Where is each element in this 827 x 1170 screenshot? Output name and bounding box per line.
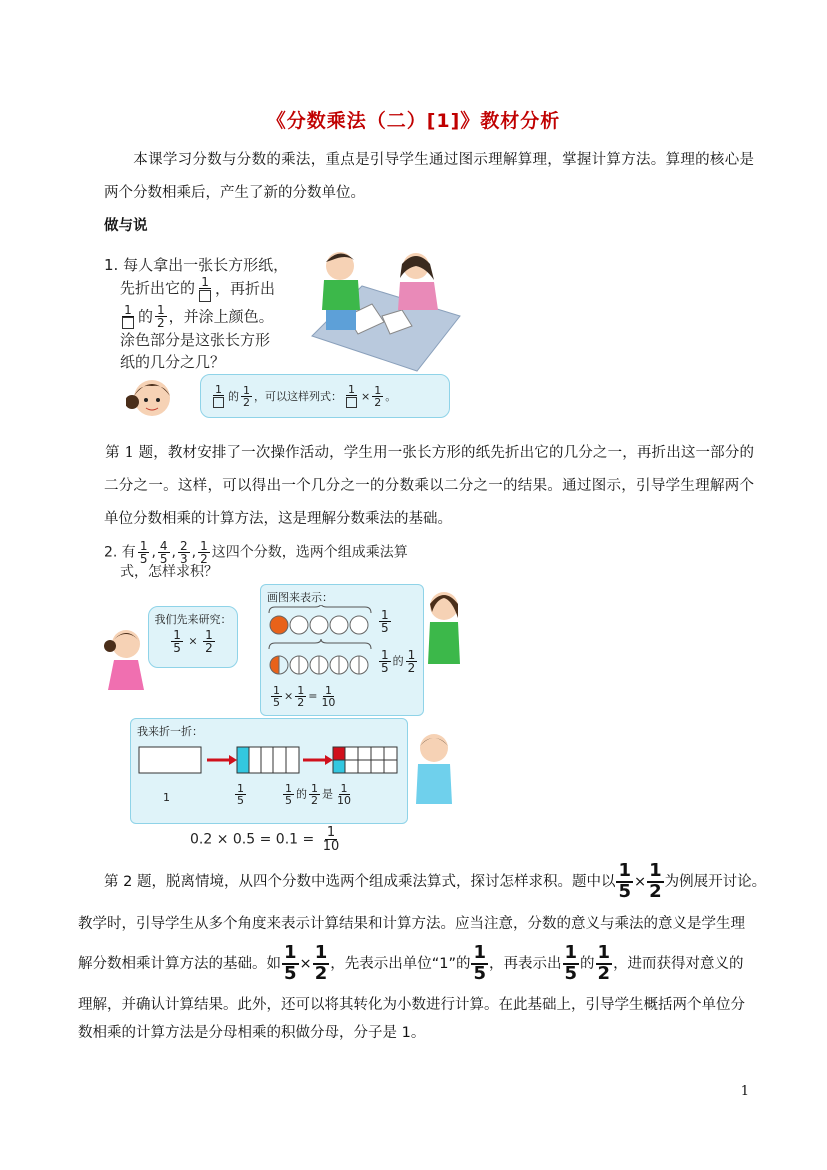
p3-f3d: 5 [284,962,297,984]
p3-f1d: 5 [618,880,631,902]
q2-f3-den: 3 [180,552,188,566]
girl-character-icon [104,626,150,690]
p3-times2: × [299,955,312,972]
dp-n2: 1 [381,648,389,662]
b1-d3: 2 [374,395,382,409]
p3-f5n: 1 [473,942,486,963]
fl-d4: 10 [337,794,351,807]
intro-text: 本课学习分数与分数的乘法，重点是引导学生通过图示理解算理，掌握计算方法。算理的核心是两个分数相乘后，产生了新的分数单位。 [104,152,754,201]
q2-f4-den: 2 [200,552,208,566]
p3-f4d: 2 [314,962,328,984]
fl-shi: 是 [322,787,333,801]
fold-rectangles-diagram [137,743,403,779]
para3-line5: 数相乘的计算方法是分母相乘的积做分母，分子是 1。 [78,1025,426,1041]
subheading: 做与说 [104,218,148,234]
gb-d1: 5 [173,641,181,655]
dp-d2: 5 [381,661,389,675]
p3-f3n: 1 [284,942,297,963]
q1-line2a: 先折出它的 [120,279,196,298]
q2-suffix: 这四个分数，选两个组成乘法算 [211,544,408,561]
q2-f4-num: 1 [200,539,208,553]
blank-box-icon [346,397,357,408]
b1-de: 的 [228,390,239,403]
q1-half-den: 2 [157,315,165,330]
p3-f7n: 1 [597,942,611,963]
dp-d1: 5 [381,621,389,635]
p3-l1a: 第 2 题，脱离情境，从四个分数中选两个组成乘法算式，探讨怎样求积。题中以 [104,873,616,890]
dp-d4: 5 [273,696,280,709]
figure-2-question: 2. 有 $\frac{1}{5}$ , $\frac{4}{5}$ , $\frac{2}{3}$ , $\frac{1}{2}$ 这四个分数，选两个组成乘法算 式，怎样求积？ [104,540,460,581]
draw-diagram-panel: 画图来表示： $\frac{1}{5}$ $\frac{1}{5}$ 的 $\frac{1}{2}$ $\frac{1}{5}$ × $\frac{1}{2}$ = $\frac{1}{10}$ [260,584,424,716]
paragraph-2-text: 第 1 题，教材安排了一次操作活动，学生用一张长方形的纸先折出它的几分之一，再折出这一部分的二分之一。这样，可以得出一个几分之一的分数乘以二分之一的结果。通过图示，引导学生理解两个单位分数相乘的计算方法，这是理解分数乘法的基础。 [104,445,754,527]
gb-d2: 2 [205,641,213,655]
q2-f1-den: 5 [139,552,148,566]
speech-bubble-1: 1 的 $\frac{1}{2}$ ，可以这样列式： 1 × $\frac{1}{2}$ 。 [200,374,450,418]
gb-n2: 1 [205,628,213,642]
blank-box-icon [199,290,211,302]
para3-line3 [78,944,754,984]
b1-num: 1 [215,383,222,397]
p3-f4n: 1 [314,942,328,963]
p3-f6n: 1 [564,942,578,963]
q1-frac-num: 1 [201,275,209,289]
p3-f2d: 2 [649,880,662,902]
p3-f2n: 1 [649,860,662,881]
dp-n3: 1 [407,648,416,662]
blank-box-icon [213,397,224,408]
b1-text: ，可以这样列式： [254,390,342,403]
fold-label-one: 1 [163,791,170,804]
page-number: 1 [740,1084,749,1099]
para3-line2: 教学时，引导学生从多个角度来表示计算结果和计算方法。应当注意，分数的意义与乘法的意义是学生理 [78,916,745,932]
figure-1-question [104,254,304,373]
de-d: 10 [322,839,340,854]
dp-d6: 10 [321,696,336,709]
q1-de: 的 [138,306,154,325]
decimal-equation [190,826,343,853]
q2-f3-num: 2 [180,539,188,553]
dp-n6: 1 [324,684,332,697]
fl-de: 的 [296,787,307,801]
p3-f5d: 5 [473,962,486,984]
dp-d5: 2 [297,696,305,709]
b1-n3: 1 [374,383,382,397]
fold-diagram-panel [130,718,408,824]
p3-l3b: ，先表示出单位“1”的 [330,955,471,972]
p3-times1: × [633,873,647,890]
fl-d2: 5 [285,794,292,807]
para3-line1 [78,860,767,902]
decimal-eq-text: 0.2 × 0.5 = 0.1 = [190,831,315,848]
q2-f2-num: 4 [159,539,168,553]
fl-n4: 1 [340,782,348,795]
boy-character-icon [410,730,458,804]
b1-half-num: 1 [243,383,250,397]
circles-diagram [265,605,375,691]
q2-f1-num: 1 [139,539,148,553]
children-folding-paper-illustration [302,246,462,374]
dp-n1: 1 [381,608,389,622]
dp-n4: 1 [273,684,280,697]
girl-character-right-icon [422,588,460,668]
dp-n5: 1 [297,684,305,697]
fl-d1: 5 [237,794,244,807]
de-n: 1 [326,825,336,840]
intro-paragraph [104,144,754,210]
b1-half-den: 2 [243,395,250,409]
q1-line2b: ，再折出 [215,279,276,298]
fl-d3: 2 [311,794,318,807]
dp-d3: 2 [407,661,416,675]
dp-de: 的 [392,654,404,668]
girl-avatar-icon [126,374,182,422]
q1-line1: 1. 每人拿出一张长方形纸， [104,256,289,274]
girl-bubble-text: 我们先来研究： [154,613,232,626]
p3-f7d: 2 [597,962,611,984]
fold-title: 我来折一折： [137,725,203,738]
p3-l3a: 解分数相乘计算方法的基础。如 [78,955,281,972]
p3-l3d: 的 [580,955,595,972]
blank-box-icon [122,317,134,329]
q1-line4: 涂色部分是这张长方形 [120,331,271,349]
page-title: 《分数乘法（二）[1]》教材分析 [266,110,561,132]
q2-prefix: 2. 有 [104,544,136,561]
paragraph-2 [104,437,754,536]
q2-line2: 式，怎样求积？ [120,564,218,580]
gb-n1: 1 [173,628,181,642]
fl-n3: 1 [311,782,318,795]
fl-n2: 1 [285,782,292,795]
fl-n1: 1 [237,782,244,795]
p3-f1n: 1 [618,860,631,881]
figure-2 [104,540,460,858]
q1-frac2-num: 1 [124,302,132,317]
p3-l3e: ，进而获得对意义的 [613,955,744,972]
para3-line4: 理解，并确认计算结果。此外，还可以将其转化为小数进行计算。在此基础上，引导学生概括两个单位分 [78,997,745,1013]
q1-line5: 纸的几分之几？ [120,353,226,371]
q2-f2-den: 5 [159,552,168,566]
q1-line3: ，并涂上颜色。 [168,306,274,325]
draw-title: 画图来表示： [267,591,333,604]
b1-n2: 1 [348,383,355,397]
p3-l3c: ，再表示出 [489,955,562,972]
p3-f6d: 5 [564,962,578,984]
figure-1 [104,246,460,422]
p3-l1b: 为例展开讨论。 [664,873,767,890]
q1-half-num: 1 [157,302,165,317]
speech-bubble-research: 我们先来研究： $\frac{1}{5}$ × $\frac{1}{2}$ [148,606,238,668]
